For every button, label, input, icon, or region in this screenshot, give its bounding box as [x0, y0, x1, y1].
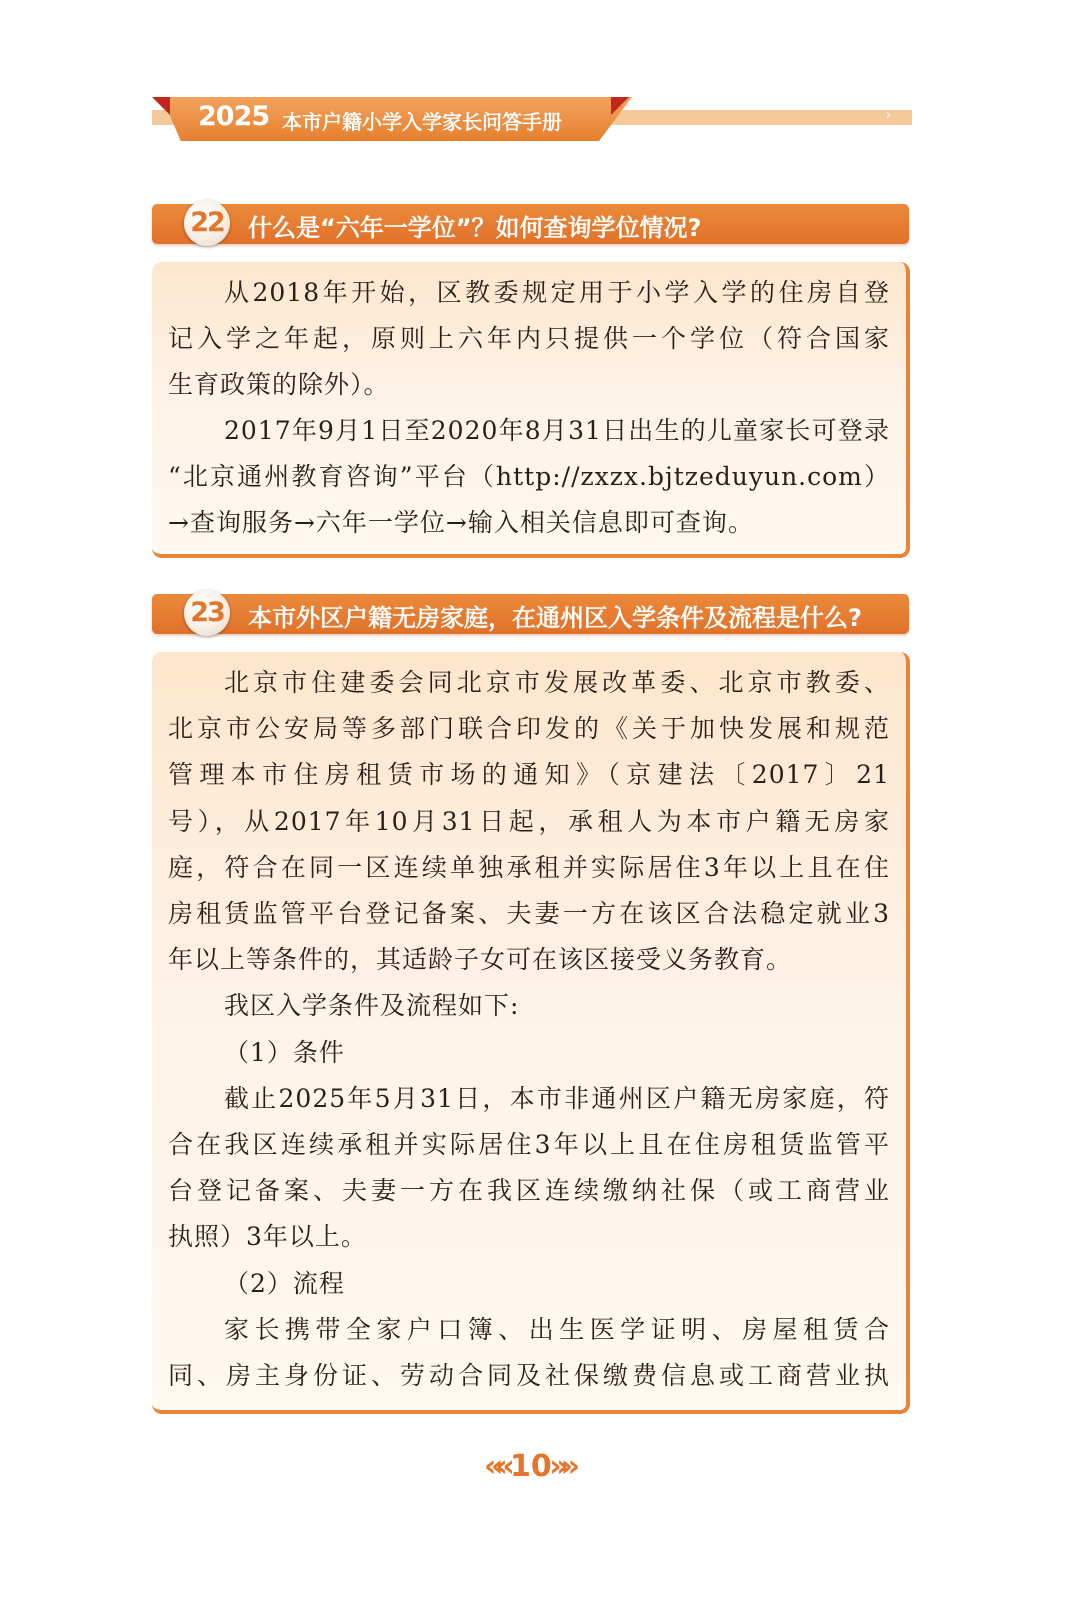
answer-line: →查询服务→六年一学位→输入相关信息即可查询。: [168, 508, 754, 538]
answer-line: 台登记备案、夫妻一方在我区连续缴纳社保（或工商营业: [168, 1176, 890, 1206]
answer-22-paragraph-1: [168, 270, 890, 409]
question-22-title: 什么是“六年一学位”？如何查询学位情况?: [248, 214, 702, 242]
double-chevron-left-icon: ««: [484, 1449, 507, 1484]
answer-23-card: [152, 652, 910, 1414]
answer-line: 合在我区连续承租并实际居住3年以上且在住房租赁监管平: [168, 1130, 890, 1160]
answer-line: 年以上等条件的，其适龄子女可在该区接受义务教育。: [168, 945, 793, 975]
page-number: [484, 1447, 580, 1487]
answer-23-paragraph-1: [168, 660, 890, 1399]
header-year: 2025: [198, 101, 270, 132]
page-number-value: 10: [510, 1449, 552, 1484]
answer-line: 房租赁监管平台登记备案、夫妻一方在该区合法稳定就业3: [168, 899, 890, 929]
answer-line: 生育政策的除外）。: [168, 370, 390, 400]
handbook-header: [152, 97, 912, 143]
question-23-number: 23: [184, 590, 230, 636]
answer-line: 庭，符合在同一区连续单独承租并实际居住3年以上且在住: [168, 852, 890, 882]
answer-line: 2017年9月1日至2020年8月31日出生的儿童家长可登录: [224, 416, 890, 445]
answer-line: 号），从2017年10月31日起，承租人为本市户籍无房家: [168, 806, 890, 836]
answer-line: 执照）3年以上。: [168, 1222, 367, 1252]
answer-line: 从2018年开始，区教委规定用于小学入学的住房自登: [224, 278, 890, 307]
answer-line: “北京通州教育咨询”平台（http://zxzx.bjtzeduyun.com）: [168, 462, 890, 492]
question-22-bar: [152, 204, 909, 244]
double-chevron-right-icon: »»: [549, 1449, 572, 1484]
answer-22-paragraph-2: [168, 408, 890, 547]
answer-22-card: [152, 262, 910, 558]
answer-line: 我区入学条件及流程如下:: [224, 991, 520, 1021]
answer-line: 记入学之年起，原则上六年内只提供一个学位（符合国家: [168, 324, 890, 354]
answer-line: （2）流程: [224, 1268, 345, 1298]
question-23-bar: [152, 594, 909, 634]
header-title: 本市户籍小学入学家长问答手册: [282, 110, 562, 134]
answer-line: 北京市住建委会同北京市发展改革委、北京市教委、: [224, 668, 890, 697]
answer-line: 管理本市住房租赁市场的通知》（京建法〔2017〕21: [168, 760, 890, 790]
answer-line: 截止2025年5月31日，本市非通州区户籍无房家庭，符: [224, 1083, 890, 1113]
question-22-number: 22: [184, 200, 230, 246]
answer-line: 家长携带全家户口簿、出生医学证明、房屋租赁合: [224, 1314, 890, 1344]
header-arrow-icon: ›: [886, 108, 892, 123]
answer-line: 同、房主身份证、劳动合同及社保缴费信息或工商营业执: [168, 1361, 890, 1391]
answer-line: 北京市公安局等多部门联合印发的《关于加快发展和规范: [168, 714, 890, 744]
answer-line: （1）条件: [224, 1037, 345, 1067]
question-23-title: 本市外区户籍无房家庭，在通州区入学条件及流程是什么?: [248, 604, 862, 632]
